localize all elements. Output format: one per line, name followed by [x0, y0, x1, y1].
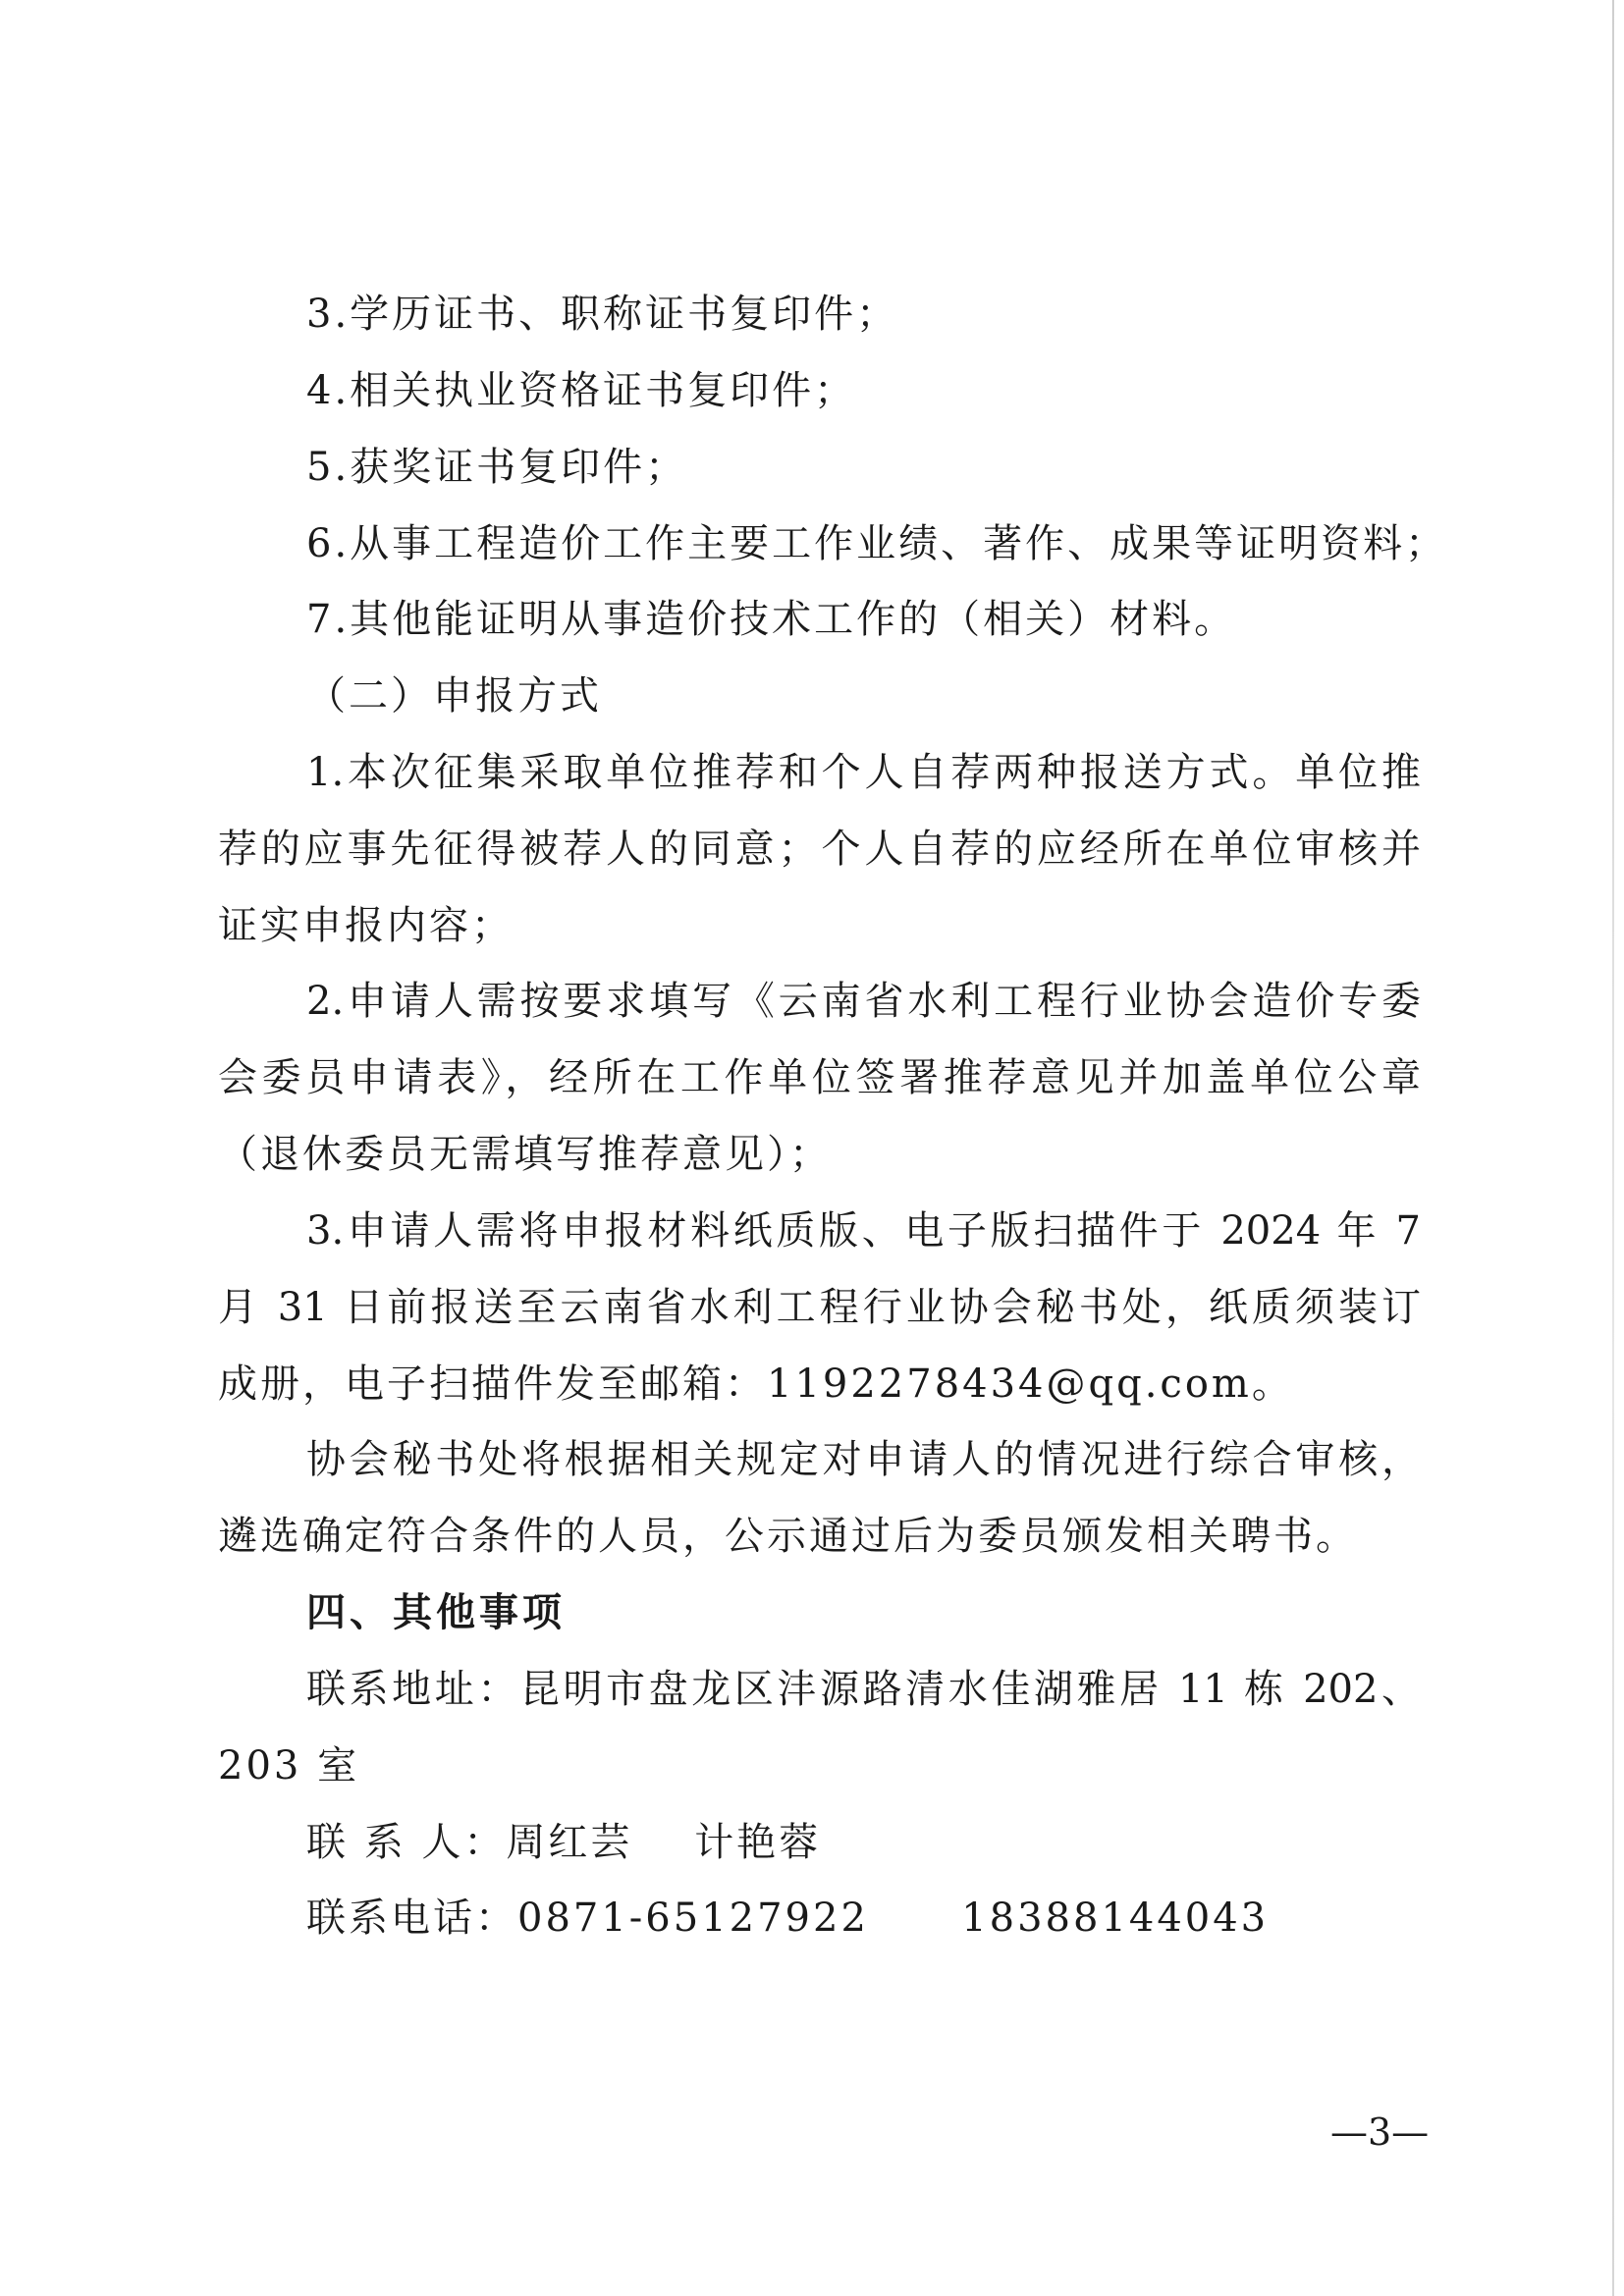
material-item-6: 6.从事工程造价工作主要工作业绩、著作、成果等证明资料； — [306, 521, 1448, 566]
contact-address-line1: 联系地址：昆明市盘龙区沣源路清水佳湖雅居 11 栋 202、 — [306, 1667, 1421, 1712]
method-item2-line1: 2.申请人需按要求填写《云南省水利工程行业协会造价专委 — [306, 979, 1421, 1024]
material-item-7: 7.其他能证明从事造价技术工作的（相关）材料。 — [306, 597, 1237, 642]
contact-phone: 联系电话：0871-65127922 18388144043 — [306, 1896, 1270, 1941]
method-item3-line1: 3.申请人需将申报材料纸质版、电子版扫描件于 2024 年 7 — [306, 1208, 1421, 1254]
contact-address-line2: 203 室 — [218, 1743, 360, 1789]
method-item1-line2: 荐的应事先征得被荐人的同意；个人自荐的应经所在单位审核并 — [218, 827, 1421, 872]
material-item-3: 3.学历证书、职称证书复印件； — [306, 292, 899, 337]
method-item1-line1: 1.本次征集采取单位推荐和个人自荐两种报送方式。单位推 — [306, 750, 1421, 795]
method-item3-line3: 成册，电子扫描件发至邮箱：1192278434@qq.com。 — [218, 1362, 1294, 1407]
page-number: —3— — [1330, 2110, 1430, 2154]
page-edge — [1612, 0, 1614, 2296]
method-item2-line3: （退休委员无需填写推荐意见）； — [218, 1132, 832, 1177]
method-item3-line2: 月 31 日前报送至云南省水利工程行业协会秘书处，纸质须装订 — [218, 1285, 1421, 1330]
review-line2: 遴选确定符合条件的人员，公示通过后为委员颁发相关聘书。 — [218, 1514, 1358, 1559]
contact-person: 联 系 人：周红芸 计艳蓉 — [306, 1820, 822, 1865]
method-item2-line2: 会委员申请表》，经所在工作单位签署推荐意见并加盖单位公章 — [218, 1055, 1421, 1100]
review-line1: 协会秘书处将根据相关规定对申请人的情况进行综合审核， — [306, 1437, 1421, 1482]
material-item-5: 5.获奖证书复印件； — [306, 445, 688, 490]
section-method-heading: （二）申报方式 — [306, 673, 602, 719]
material-item-4: 4.相关执业资格证书复印件； — [306, 368, 857, 413]
method-item1-line3: 证实申报内容； — [218, 903, 514, 948]
section-other-heading: 四、其他事项 — [306, 1589, 566, 1635]
